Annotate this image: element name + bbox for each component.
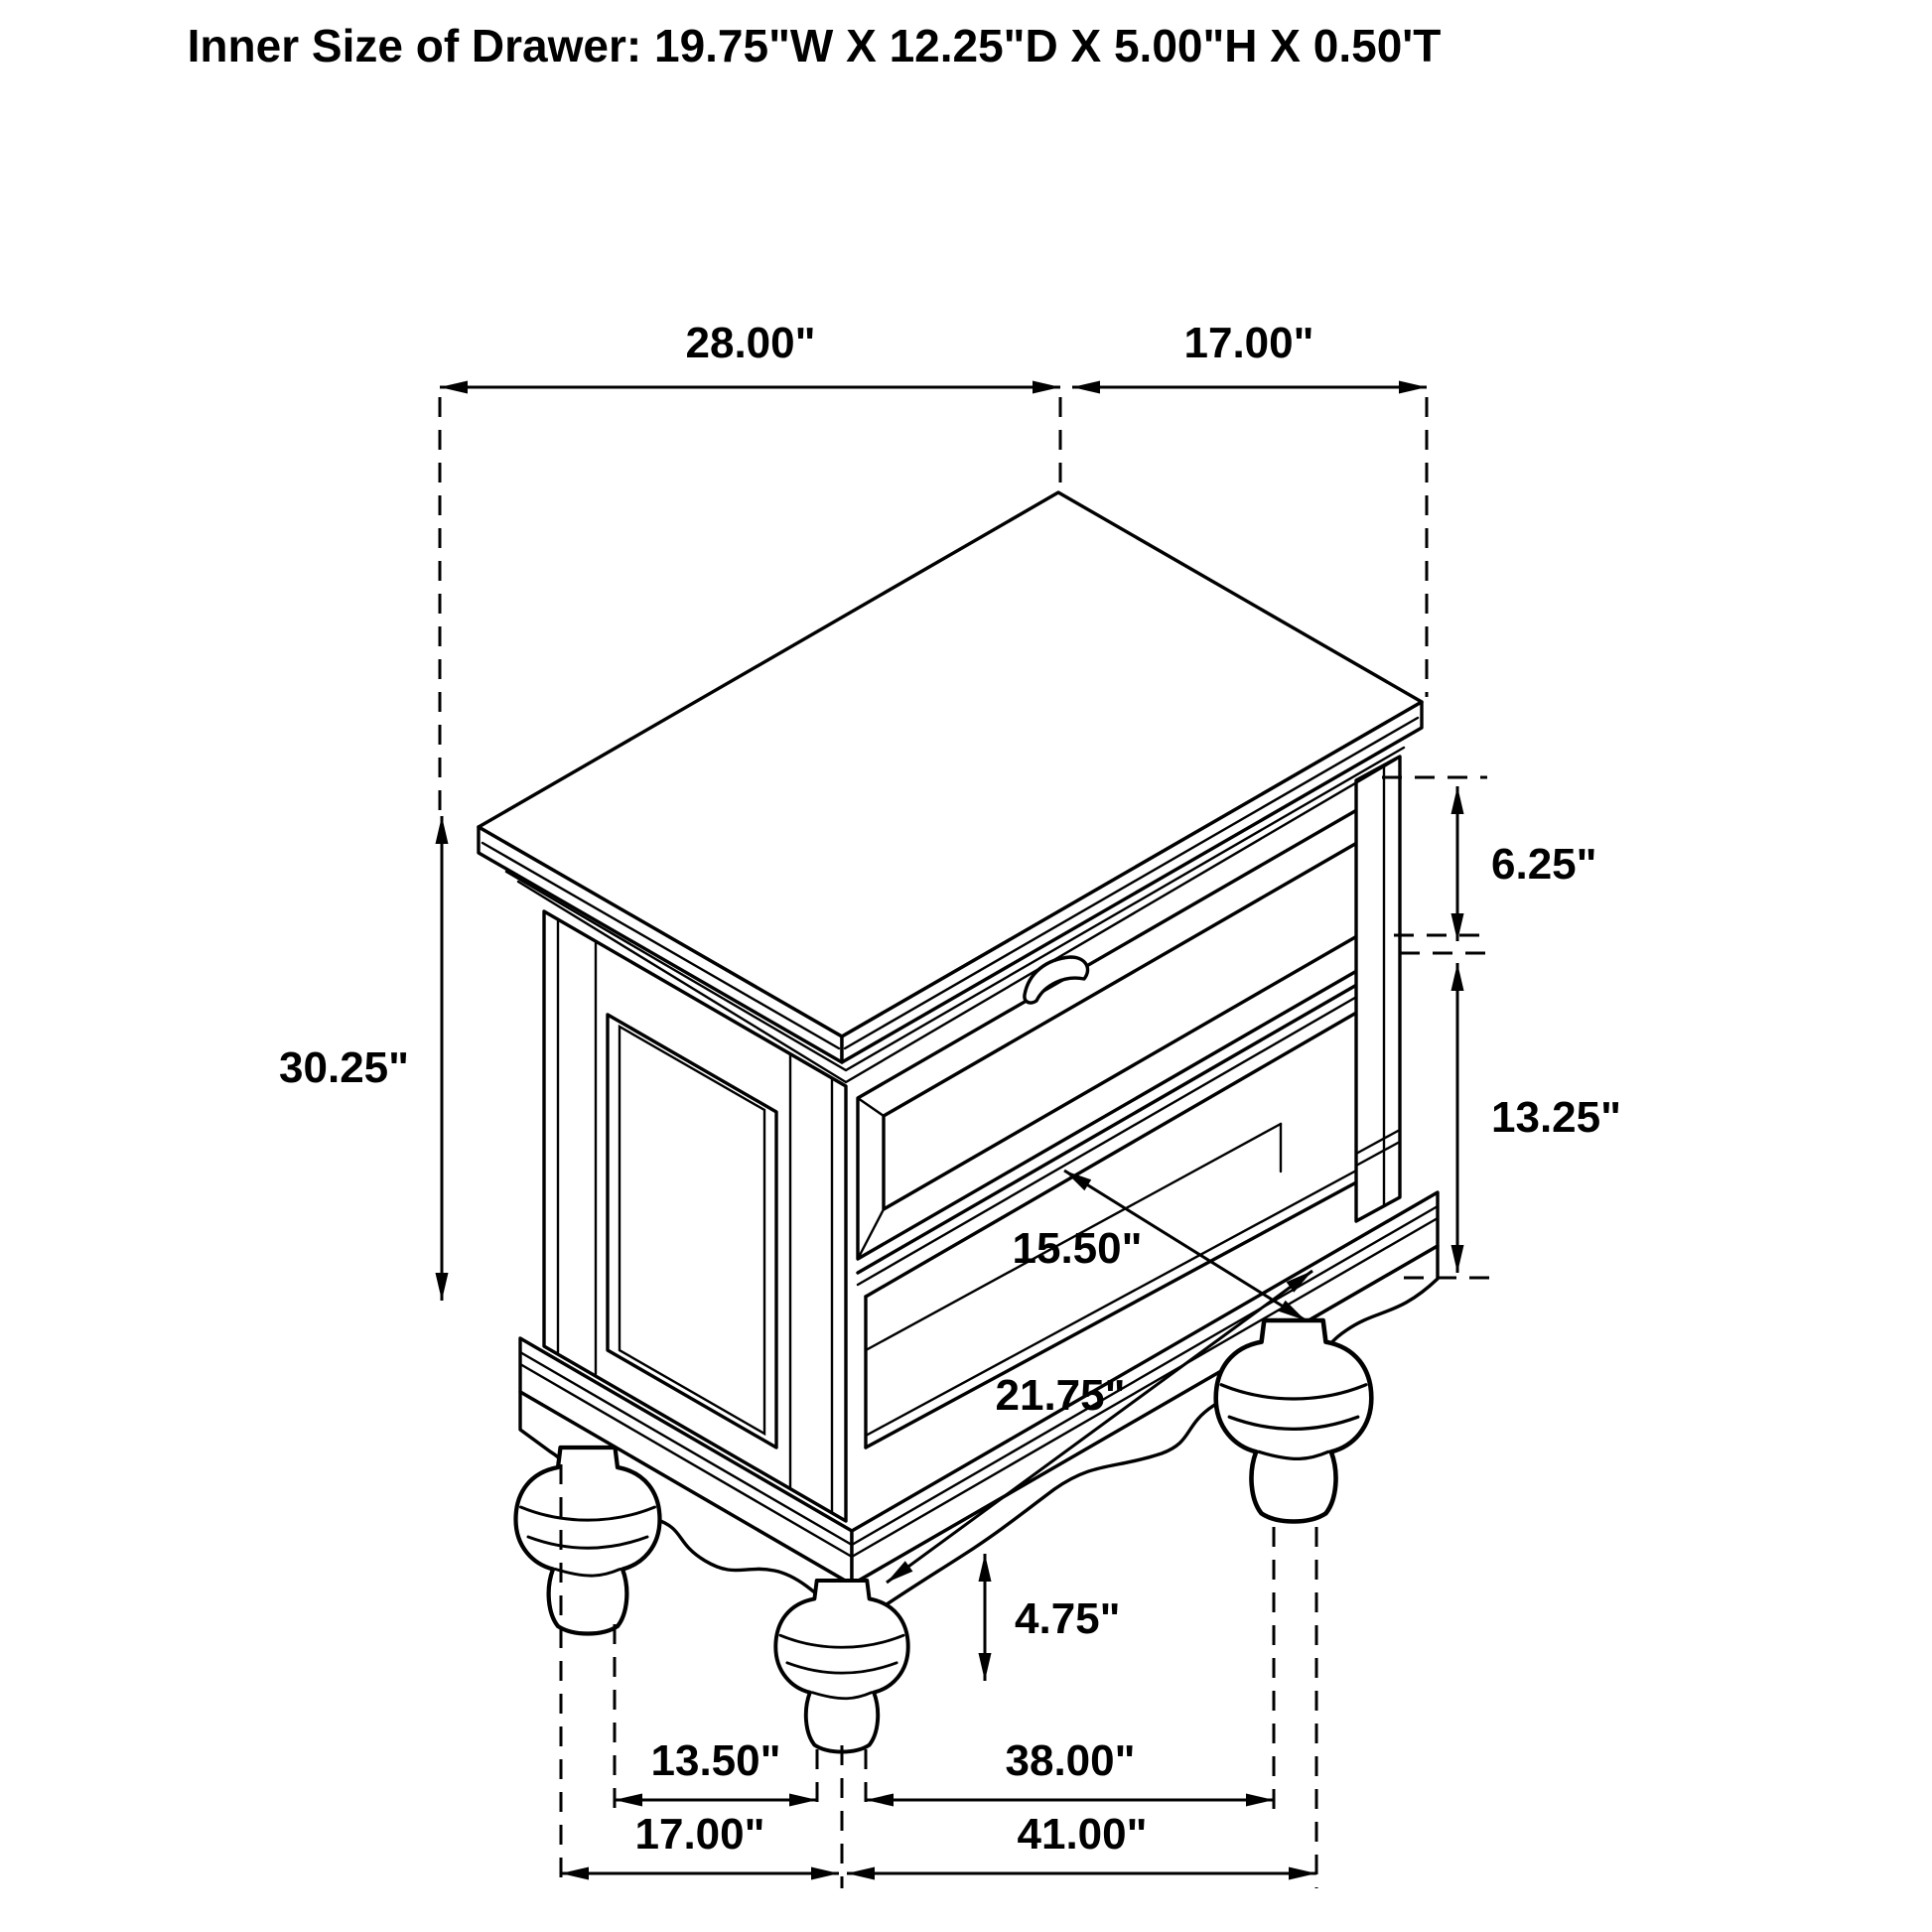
dim-label-shelf-width: 21.75" bbox=[995, 1371, 1126, 1420]
dim-label-apron-clearance: 4.75" bbox=[1015, 1594, 1121, 1643]
furniture-drawing bbox=[479, 492, 1438, 1752]
dim-label-shelf-depth: 15.50" bbox=[1012, 1224, 1143, 1273]
dim-label-opening-height: 13.25" bbox=[1491, 1093, 1621, 1142]
right-leg bbox=[1216, 1320, 1372, 1522]
dim-label-side-span: 38.00" bbox=[1005, 1736, 1136, 1785]
dim-label-top-width: 17.00" bbox=[1183, 319, 1314, 367]
dim-label-top-depth: 28.00" bbox=[685, 319, 816, 367]
page-title: Inner Size of Drawer: 19.75"W X 12.25"D X 5.00"H X 0.50'T bbox=[187, 20, 1442, 71]
front-leg bbox=[775, 1581, 907, 1752]
dim-label-drawer-height: 6.25" bbox=[1491, 840, 1597, 889]
dim-label-overall-width: 41.00" bbox=[1017, 1810, 1148, 1859]
rear-right-post bbox=[1356, 757, 1400, 1221]
dim-label-overall-height: 30.25" bbox=[279, 1043, 409, 1092]
dim-label-front-leg-gap: 13.50" bbox=[650, 1736, 781, 1785]
dim-label-front-span: 17.00" bbox=[634, 1810, 765, 1859]
left-leg bbox=[516, 1448, 660, 1634]
